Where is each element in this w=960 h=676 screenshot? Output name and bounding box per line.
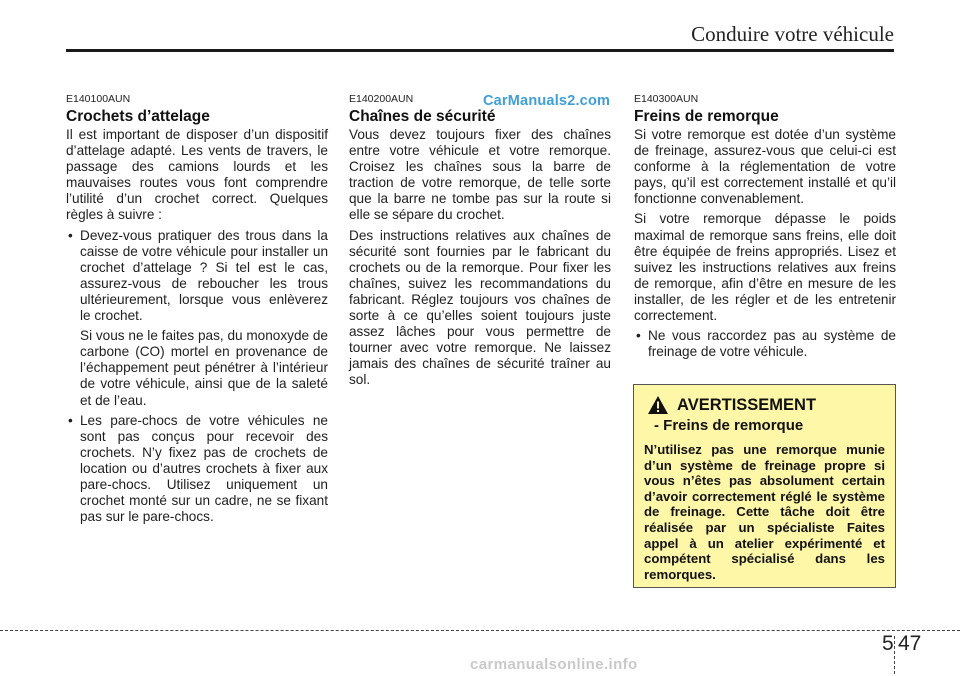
- page-number-separator: [894, 636, 895, 674]
- watermark-carmanuals2: CarManuals2.com: [483, 93, 611, 109]
- watermark-carmanualsonline: carmanualsonline.info: [470, 656, 638, 673]
- section-paragraph: Si votre remorque est dotée d’un système de freinage, assurez-vous que celui-ci est conforme à la réglementation de votre pays, qu’il est correctement installé et qu’il fonctionne convenablement.: [634, 127, 896, 207]
- section-code: E140200AUN: [349, 93, 414, 105]
- warning-subtitle: - Freins de remorque: [654, 417, 804, 434]
- bullet-item: [66, 228, 328, 409]
- warning-title: AVERTISSEMENT: [677, 395, 817, 414]
- bullet-item: [634, 328, 896, 360]
- bullet-paragraph: • Les pare-chocs de votre véhicules ne sont pas conçus pour recevoir des crochets. N’y fixez pas de crochets de location ou d’autres crochets à fixer aux pare-chocs. Utilisez uniquement un crochet monté sur un cadre, ne se fixant pas sur le pare-chocs.: [80, 412, 328, 525]
- running-header: Conduire votre véhicule: [691, 22, 894, 46]
- section-paragraph: Il est important de disposer d’un dispositif d’attelage adapté. Les vents de travers, le passage des camions lourds et les mauvaises routes vous font comprendre l’utilité d’un crochet correct. Quelques règles à suivre :: [66, 127, 328, 223]
- bullet-paragraph: Si vous ne le faites pas, du monoxyde de carbone (CO) mortel en provenance de l’échappement peut pénétrer à l’intérieur de votre véhicule, ainsi que de la saleté et de l’eau.: [80, 328, 328, 408]
- section-code: E140100AUN: [66, 93, 131, 105]
- bullet-paragraph: • Devez-vous pratiquer des trous dans la caisse de votre véhicule pour installer un crochet d’attelage ? Si tel est le cas, assurez-vous de reboucher les trous ultérieurement, lorsque vous enlèverez le crochet.: [80, 227, 328, 324]
- section-title: Chaînes de sécurité: [349, 108, 496, 125]
- warning-body: N’utilisez pas une remorque munie d’un système de freinage propre si vous n’êtes pas absolument certain d’avoir correctement réglé le système de freinage. Cette tâche doit être réalisée par un spécialiste Faites appel à un atelier expérimenté et compétent spécialisé dans les remorques.: [644, 442, 885, 582]
- header-rule: [66, 49, 894, 52]
- section-number: 5: [882, 632, 894, 655]
- page-number: 47: [898, 632, 922, 655]
- section-paragraph: Des instructions relatives aux chaînes de sécurité sont fournies par le fabricant du crochets ou de la remorque. Pour fixer les chaînes, suivez les recommandations du fabricant. Réglez toujours vos chaînes de sorte à ce qu’elles soient toujours juste assez lâches pour vous permettre de tourner avec votre remorque. Ne laissez jamais des chaînes de sécurité traîner au sol.: [349, 227, 611, 388]
- section-paragraph: Vous devez toujours fixer des chaînes entre votre véhicule et votre remorque. Croisez les chaînes sous la barre de traction de votre remorque, de telle sorte que la barre ne tombe pas sur la route si elle se sépare du crochet.: [349, 127, 611, 223]
- section-title: Crochets d’attelage: [66, 108, 210, 125]
- section-title: Freins de remorque: [634, 108, 779, 125]
- section-code: E140300AUN: [634, 93, 699, 105]
- bullet-list: [634, 328, 896, 360]
- section-trailer-brakes: [634, 93, 896, 364]
- warning-triangle-icon: [647, 395, 669, 415]
- warning-header: [644, 395, 885, 415]
- bullet-item: [66, 413, 328, 526]
- bullet-paragraph: • Ne vous raccordez pas au système de freinage de votre véhicule.: [648, 328, 896, 360]
- section-trailer-hitches: [66, 93, 328, 529]
- footer-rule: [0, 630, 960, 631]
- bullet-list: [66, 228, 328, 526]
- warning-box: [633, 384, 896, 588]
- section-safety-chains: [349, 93, 611, 389]
- section-paragraph: Si votre remorque dépasse le poids maximal de remorque sans freins, elle doit être équipée de freins appropriés. Lisez et suivez les instructions relatives aux freins de remorque, afin d’être en mesure de les installer, de les régler et de les entretenir correctement.: [634, 211, 896, 324]
